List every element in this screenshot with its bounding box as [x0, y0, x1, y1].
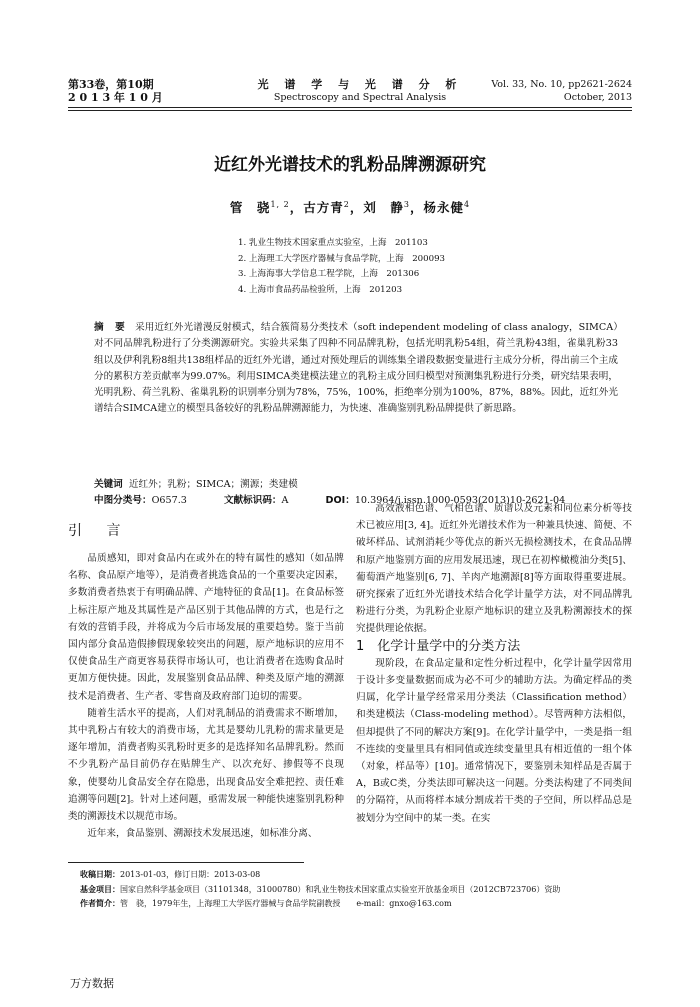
keywords-label: 关键词 [94, 479, 123, 490]
header-rule [68, 107, 632, 108]
issue-date: 2 0 1 3 年 1 0 月 [68, 91, 163, 104]
section-1-heading: 1 化学计量学中的分类方法 [356, 638, 521, 654]
paragraph: 品质感知，即对食品内在或外在的特有属性的感知（如品牌名称、食品原产地等），是消费者挑选食品的一个重要决定因素，多数消费者热衷于有明确品牌、产地特征的食品[1]。在食品标签上标注原产地及其属性是产品区别于其他品牌的方式，也是行之有效的营销手段，并将成为今后市场发展的重要趋势。鉴于当前国内部分食品造假掺假现象较突出的问题，原产地标识的应用不仅使食品生产商更容易获得市场认可，也让消费者在选购食品时更加方便快捷。因此，发展鉴别食品品牌、种类及原产地的溯源技术是消费者、生产者、零售商及政府部门迫切的需要。 [68, 553, 344, 702]
watermark: 万方数据 [70, 977, 114, 990]
doi-value: 10.3964/j.issn.1000-0593(2013)10-2621-04 [354, 495, 566, 506]
paragraph: 近年来，食品鉴别、溯源技术发展迅速，如标准分离、 [87, 828, 318, 840]
right-column [356, 500, 632, 827]
author-bio-label: 作者简介： [80, 899, 120, 908]
keywords-text: 近红外；乳粉；SIMCA；溯源；类建模 [128, 479, 298, 490]
journal-name-en: Spectroscopy and Spectral Analysis [273, 92, 447, 103]
funding-text: 国家自然科学基金项目（31101348，31000780）和乳业生物技术国家重点实验室开放基金项目（2012CB723706）资助 [120, 884, 561, 894]
funding-label: 基金项目： [80, 884, 120, 894]
affiliation: 1. 乳业生物技术国家重点实验室，上海 201103 [238, 238, 428, 248]
author: 刘 静 [363, 200, 404, 215]
paper-title: 近红外光谱技术的乳粉品牌溯源研究 [214, 155, 486, 175]
author-bio-text: 管 骁，1979年生，上海理工大学医疗器械与食品学院副教授 e-mail：gnxo@163.com [120, 899, 452, 908]
received-label: 收稿日期： [80, 870, 120, 879]
doc-code-label: 文献标识码： [223, 495, 282, 506]
intro-heading: 引 言 [68, 523, 131, 539]
journal-issue [68, 78, 163, 104]
journal-name-cn: 光 谱 学 与 光 谱 分 析 [257, 78, 463, 91]
affiliation: 4. 上海市食品药品检验所，上海 201203 [238, 284, 403, 295]
affiliation: 3. 上海海事大学信息工程学院，上海 201306 [238, 269, 420, 280]
journal-citation [491, 78, 632, 104]
author: 杨永健 [423, 200, 464, 215]
paragraph: 现阶段，在食品定量和定性分析过程中，化学计量学因常用于设计多变量数据而成为必不可少的辅助方法。为确定样品的类归属，化学计量学经常采用分类法（Classification method）和类建模法（Class-modeling method）。尽管两种方法相似，但却提供了不同的解决方案[9]。在化学计量学中，一类是指一组不连续的变量里具有相同值或连续变量里具有相近值的一组个体（对象，样品等）[10]。通常情况下，要鉴别未知样品是否属于A，B或C类，分类法即可解决这一问题。分类法构建了不同类间的分隔符，从而将样本域分割成若干类的子空间，所以样品总是被划分为空间中的某一类。在实 [356, 657, 632, 824]
journal-name [250, 78, 470, 104]
abstract-text: 采用近红外光谱漫反射模式，结合簇简易分类技术（soft independent modeling of class analogy，SIMCA）对不同品牌乳粉进行了分类溯源研究。实验共采集了四种不同品牌乳粉，包括光明乳粉54组，荷兰乳粉43组，雀巢乳粉33组以及伊利乳粉8组共138组样品的近红外光谱，通过对预处理后的训练集全谱段数据变量进行主成分分析，得出前三个主成分的累积方差贡献率为99.07%。利用SIMCA类建模法建立的乳粉主成分回归模型对预测集乳粉进行分类，研究结果表明，光明乳粉、荷兰乳粉、雀巢乳粉的识别率分别为78%，75%，100%，拒绝率分别为100%，87%，88%。因此，近红外光谱结合SIMCA建立的模型具备较好的乳粉品牌溯源能力，为快速、准确鉴别乳粉品牌提供了新思路。 [94, 322, 619, 415]
paragraph: 高效液相色谱、气相色谱、质谱以及元素和同位素分析等技术已被应用[3, 4]。近红外光谱技术作为一种兼具快速、简便、不破坏样品、试剂消耗少等优点的新兴无损检测技术，在食品品牌和原产地鉴别方面的应用发展迅速，现已在初榨橄榄油分类[5]、葡萄酒产地鉴别[6, 7]、羊肉产地溯源[8]等方面取得重要进展。研究探索了近红外光谱技术结合化学计量学方法，对不同品牌乳粉进行分类，为乳粉企业原产地标识的建立及乳粉溯源技术的探究提供理论依据。 [356, 503, 632, 635]
citation-volume: Vol. 33, No. 10, pp2621-2624 [491, 79, 632, 90]
footnote-rule [68, 862, 304, 863]
issue-volume: 第33卷，第10期 [68, 78, 154, 91]
author: 管 骁 [229, 200, 271, 215]
footnotes [80, 868, 640, 912]
author-list: 管 骁$^{1, 2}$，古方青$^2$，刘 静$^3$，杨永健$^4$ [229, 199, 471, 215]
abstract-label: 摘 要 [94, 322, 129, 333]
citation-date: October, 2013 [563, 92, 632, 103]
clc-label: 中图分类号： [94, 495, 152, 506]
received-text: 2013-01-03，修订日期：2013-03-08 [120, 870, 261, 879]
author: 古方青 [303, 200, 344, 215]
affiliation-list [238, 236, 445, 298]
abstract [94, 320, 618, 418]
left-column [68, 550, 344, 842]
doi-label: DOI： [325, 495, 355, 506]
clc-value: O657.3 [151, 495, 187, 506]
paragraph: 随着生活水平的提高，人们对乳制品的消费需求不断增加，其中乳粉占有较大的消费市场，尤其是婴幼儿乳粉的需求量更是逐年增加，消费者购买乳粉时更多的是选择知名品牌乳粉。然而不少乳粉产品目前仍存在贴牌生产、以次充好、掺假等不良现象，使婴幼儿食品安全存在隐患，出现食品安全难把控、责任难追溯等问题[2]。针对上述问题，亟需发展一种能快速鉴别乳粉种类的溯源技术以规范市场。 [68, 707, 344, 823]
affiliation: 2. 上海理工大学医疗器械与食品学院，上海 200093 [238, 253, 446, 264]
header-rule-thin [68, 110, 632, 111]
doc-code-value: A [281, 495, 289, 506]
